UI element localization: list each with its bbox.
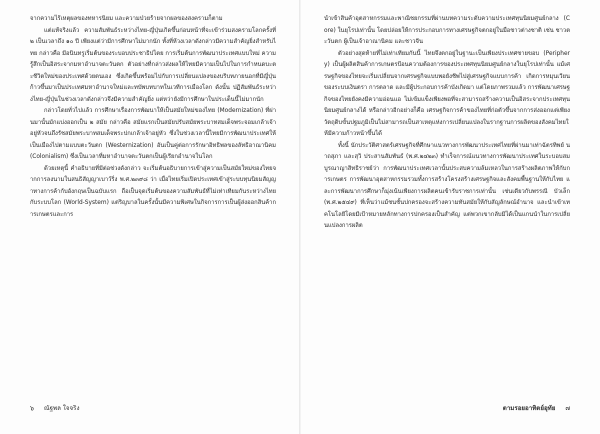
right-page-number: ๗ xyxy=(565,405,570,412)
right-page xyxy=(324,14,570,233)
right-paragraph-3: ทั้งนี้ นักประวัติศาสตร์เศรษฐกิจที่ศึกษาแนวทางการพัฒนาประเทศไทยที่ผ่านมาเท่าฉัตรทิพย์ นาถสุภา และสุวิ ประสานสัมพันธ์ (พ.ศ.๒๔๒๓) ทำเร็จการณ์แนวทางการพัฒนาประเทศในระบอบสมบูรณาญาสิทธิราชย์ว่า การพัฒนาประเทศเวลานั้นประสบความล้มเหลวในการสร้างผลิตภาพให้กับการเกษตร การพัฒนาอุตสาหกรรมรวมทั้งการสร้างโครงสร้างเศรษฐกิจและสังคมพื้นฐานให้กับไทย และการพัฒนาการศึกษาก็มุ่งเน้นเพียงการผลิตคนเข้ารับราชการเท่านั้น เช่นเดียวกับพรรณี บัวเล็ก (พ.ศ.๒๕๔๙) ที่เห็นว่าแม้ชนชั้นปกครองจะสร้างความทันสมัยให้กับสัญลักษณ์อำนาจ และนำเข้าเทคโนโลยีโดยมีเป้าหมายหลักทางการปกครองเป็นสำคัญ แต่พวกเขากลับมิได้เป็นแกนนำในการเปลี่ยนแปลงการผลิต xyxy=(324,142,570,229)
left-paragraph-1: จากความไร้เหตุผลของทหารนิยม และความป่วยร้ายจากผลของสงครามก็ตาม xyxy=(30,16,223,22)
left-page-number: ๖ xyxy=(30,405,34,412)
left-paragraph-2: แต่แท้จริงแล้ว ความสัมพันธ์ระหว่างไทย-ญี่ปุ่นเกิดขึ้นก่อนหน้าที่จะเข้าร่วมสงครามโลกครั้งที่ ๒ เป็นเวลาถึง ๑๐ ปี เพียงแต่ว่ามีการศึกษาไม่มากนัก ทั้งที่ห้วงเวลาดังกล่าวมีความสำคัญยิ่งสำหรับไทย กล่าวคือ มีอนินทรูเริ่มต้นของระบอบประชาธิปไตย การเริ่มต้นการพัฒนาประเทศแบบใหม่ ความรู้สึกเป็นอิสระจากมหาอำนาจตะวันตก ตัวอย่างที่กล่าวส่งผลให้ไทยมีความเป็นไปในการกำหนดบะตะชีวิตใหม่ของประเทศด้วยตนเอง ซึ่งเกิดขึ้นพร้อมไปกับการเปลี่ยนแปลงของบริบทภายนอกที่มีญี่ปุ่นก้าวขึ้นมาเป็นประเทศมหาอำนาจใหม่และทบัพบทบาทในเวทีการเมืองโลก ดังนั้น ปฏิสัมพันธ์ระหว่างไทย-ญี่ปุ่นในช่วงเวลาดังกล่าวจึงมีความสำคัญยิ่ง แต่หว่ายังมีการศึกษาในประเด็นนี้ไม่มากนัก xyxy=(30,27,276,103)
left-paragraph-3: กล่าวโดยทั่วไปแล้ว การศึกษาเรื่องการพัฒนาให้เป็นสมัยใหม่ของไทย (Modernization) ที่ผ่านมานั้นมักแบ่งออกเป็น ๒ สมัย กล่าวคือ สมัยแรกเป็นสมัยปรับสมัยพระบาทสมเด็จพระจอมเกล้าเจ้าอยู่หัวจนถึงรัชสมัยพระบาทสมเด็จพระปกเกล้าเจ้าอยู่หัว ซึ่งในช่วงเวลานี้ไทยมีการพัฒนาประเทศให้เป็นเมืองไปตามแบบตะวันตก (Westernization) อันเป็นคู่ต่อการรักษาอิทธิพลของลัทธิอาณานิคม (Colonialism) ซึ่งเป็นเวลาที่มหาอำนาจตะวันตกเป็นผู้เรียกอำนาจในโลก xyxy=(30,108,276,160)
left-running-head: ณัฐพล ใจจริง xyxy=(43,405,80,412)
book-gutter xyxy=(299,0,301,434)
right-paragraph-1: นำเข้าสินค้าอุตสาหกรรมและพาณิชยกรรมที่ผ่านบทความระดับความประเทศทุนนิยมศูนย์กลาง (Core) ในยุโรปเท่านั้น โดยปล่อยให้การประกอบการทางเศรษฐกิจตกอยู่ในมือชาวต่างชาติ เช่น ชาวตะวันตก ผู้เป็นเจ้าอาณานิคม และชาวจีน xyxy=(324,16,570,45)
left-page-footer xyxy=(30,403,80,413)
right-page-footer xyxy=(503,403,570,413)
left-paragraph-4: ด้วยเหตุนี้ คำอธิบายที่มีต่อช่วงดังกล่าว จะเริ่มต้นอธิบายการเข้าสู่ความเป็นสมัยใหม่ของไทยจากการลงนามในสนธิสัญญาเบาว์ริ่ง พ.ศ.๒๓๙๘ ว่า เมื่อไทยเริ่มเปิดประเทศเข้าสู่ระบบทุนนิยมสัญญาทางการค้ากับอังกฤษเป็นฉบับแรก ถือเป็นจุดเริ่มต้นของความสัมพันธ์ที่ไม่เท่าเทียมกันระหว่างไทยกับระบบโลก (World-System) แต่ริญบาลในครั้งนั้นมีความพิเศษในกิจการการเป็นผู้ส่งออกสินค้าการเกษตรและการ xyxy=(30,165,276,218)
right-running-head: ตามรอยอาทิตย์อุทัย xyxy=(502,405,556,412)
right-paragraph-2: ตัวอย่างสุดท้ายที่ไม่เท่าเทียมกันนี้ ไทยจึงตกอยู่ในฐานะเป็นเพียงประเทศชายขอบ (Periphery) เป็นผู้ผลิตสินค้าการเกษตรป้อนความต้องการของประเทศทุนนิยมศูนย์กลางในยุโรปเท่านั้น แม้เศรษฐกิจของไทยจะเริ่มเปลี่ยนจากเศรษฐกิจแบบพอยังชีพไปสู่เศรษฐกิจแบบการค้า เกิดการหมุนเวียนของระบบเงินตรา การตลาด และมีผู้ประกอบการค้าบังเกิดมา แต่โดยภาพรวมแล้ว การพัฒนาเศรษฐกิจของไทยยังคงมีความอ่อนแอ ไม่เข้มแข็งเพียงพอที่จะสามารถสร้างความเป็นอิสระจากประเทศทุนนิยมศูนย์กลางได้ หรือกล่าวอีกอย่างก็คือ เศรษฐกิจการค้าของไทยที่ก่อตัวขึ้นจากการส่งออกแต่เพียงวัตถุดิบขั้นปฐมภูมิเป็นไม่สามารถเป็นสาเหตุแห่งการเปลี่ยนแปลงในรากฐานการผลิตของสังคมไทยให้มีความก้าวหน้าขึ้นได้ xyxy=(324,50,570,137)
left-page xyxy=(30,14,276,221)
